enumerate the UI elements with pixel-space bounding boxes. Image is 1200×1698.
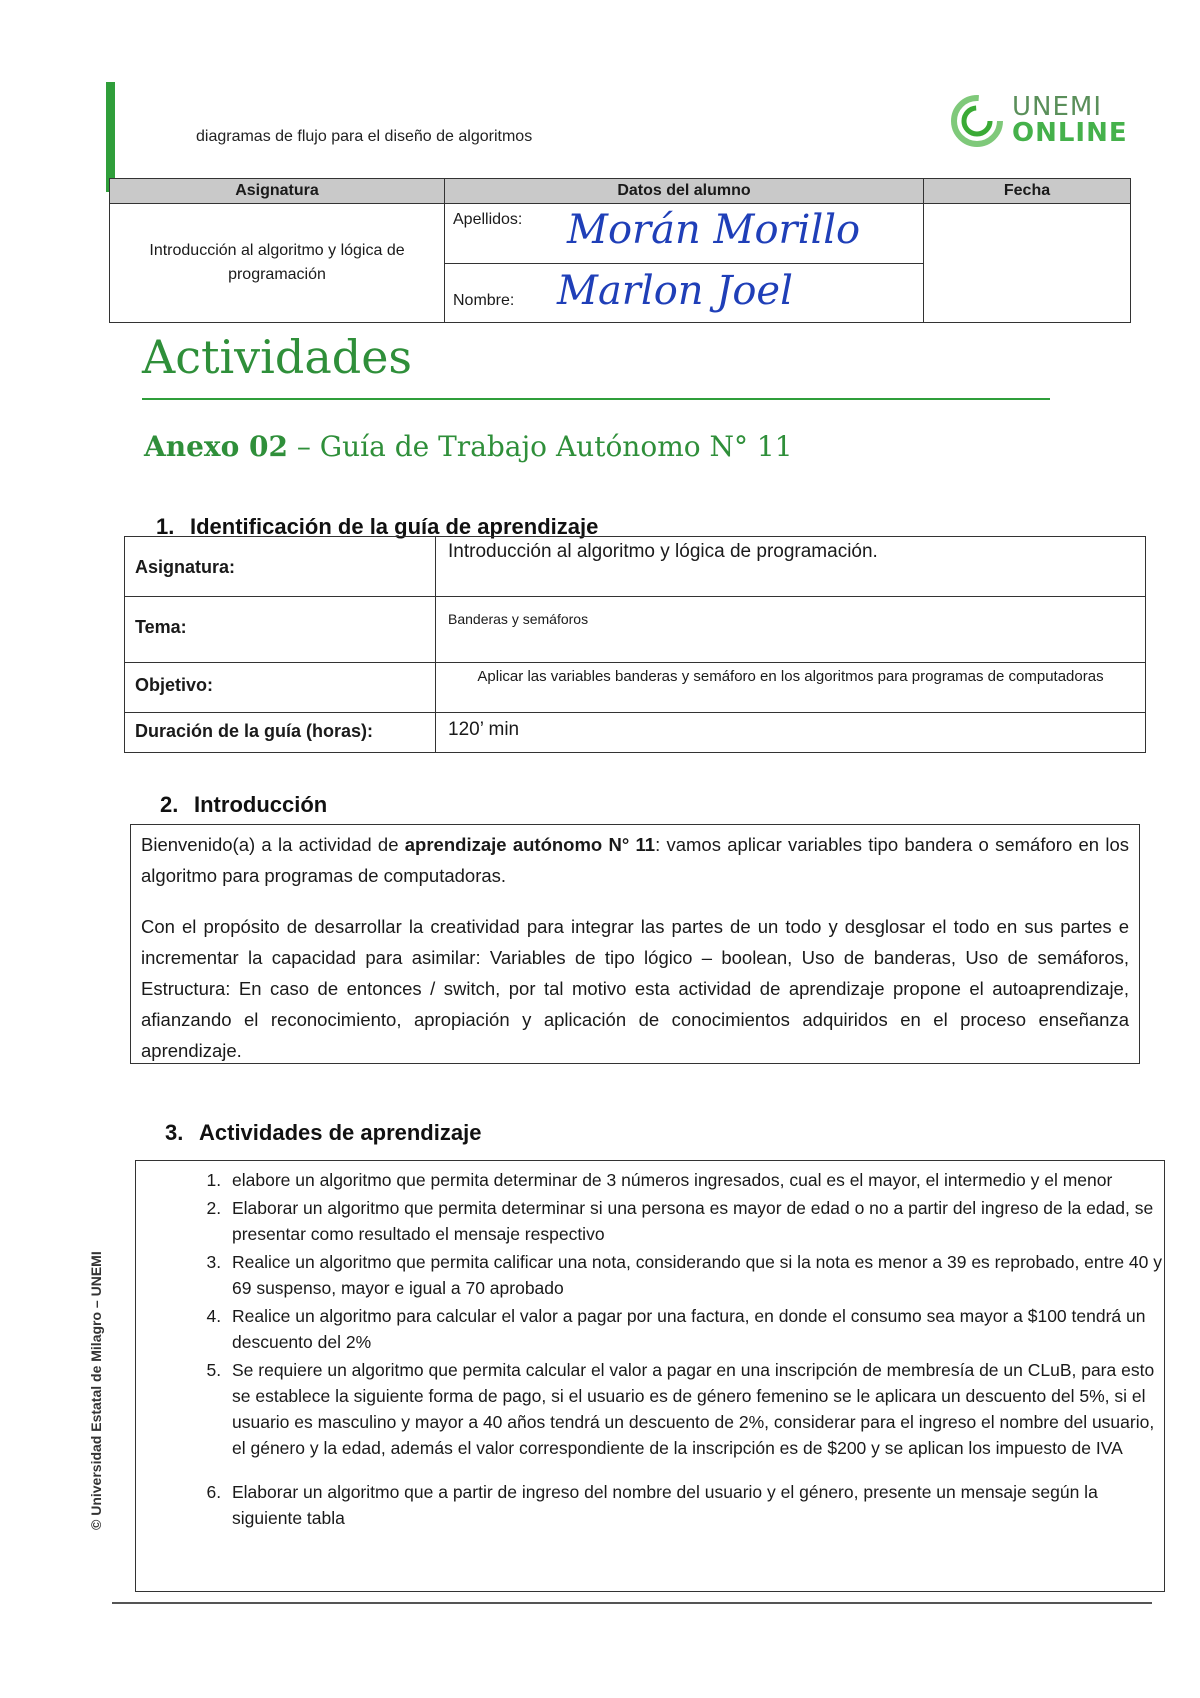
surname-field[interactable] <box>445 204 924 264</box>
date-value[interactable] <box>924 204 1131 323</box>
guide-value-objective: Aplicar las variables banderas y semáforo en los algoritmos para programas de computadoras <box>436 663 1146 713</box>
section3-number: 3. <box>165 1120 184 1145</box>
section1-title: Identificación de la guía de aprendizaje <box>190 514 599 539</box>
intro-p1-emphasis: aprendizaje autónomo N° 11 <box>404 834 656 855</box>
guide-value-topic: Banderas y semáforos <box>436 597 1146 663</box>
anexo-label: Anexo 02 <box>144 430 288 463</box>
intro-paragraph-1 <box>141 829 1129 891</box>
activity-item: 4. Realice un algoritmo para calcular el valor a pagar por una factura, en donde el consumo sea mayor a $100 tendrá un descuento del 2% <box>226 1303 1164 1355</box>
student-data-table <box>109 178 1131 323</box>
anexo-heading <box>144 430 793 463</box>
name-field[interactable] <box>445 263 924 323</box>
activity-item: 6. Elaborar un algoritmo que a partir de ingreso del nombre del usuario y el género, presente un mensaje según la siguiente tabla <box>226 1479 1164 1531</box>
intro-p1-part-c: : vamos aplicar variables tipo bandera o semáforo en los algoritmo para programas de computadoras. <box>141 834 1129 886</box>
copyright-sidebar: © Universidad Estatal de Milagro – UNEMI <box>88 1251 104 1530</box>
guide-key-duration: Duración de la guía (horas): <box>125 713 436 753</box>
section2-heading <box>160 792 327 818</box>
guide-key-topic: Tema: <box>125 597 436 663</box>
guide-value-subject: Introducción al algoritmo y lógica de programación. <box>436 537 1146 597</box>
surname-label: Apellidos: <box>453 210 523 228</box>
unemi-online-logo <box>950 92 1128 150</box>
section1-number: 1. <box>156 514 175 539</box>
introduction-box <box>130 824 1140 1064</box>
activity-item: 1. elabore un algoritmo que permita determinar de 3 números ingresados, cual es el mayor, el intermedio y el menor <box>226 1167 1164 1193</box>
section2-title: Introducción <box>194 792 328 817</box>
col-student-header: Datos del alumno <box>445 179 924 204</box>
surname-handwritten: Morán Morillo <box>567 206 861 253</box>
activities-list <box>136 1167 1164 1531</box>
intro-p1-part-a: Bienvenido(a) a la actividad de <box>141 834 405 855</box>
col-subject-header: Asignatura <box>110 179 445 204</box>
name-label: Nombre: <box>453 292 515 310</box>
footer-divider <box>112 1602 1152 1604</box>
logo-mark-icon <box>950 94 1004 148</box>
guide-key-subject: Asignatura: <box>125 537 436 597</box>
guide-identification-table <box>124 536 1146 753</box>
activities-title: Actividades <box>142 330 413 384</box>
document-topic: diagramas de flujo para el diseño de algoritmos <box>196 128 533 145</box>
guide-value-duration: 120’ min <box>436 713 1146 753</box>
logo-text-line2: ONLINE <box>1012 118 1128 148</box>
name-handwritten: Marlon Joel <box>557 268 793 315</box>
activities-divider <box>142 398 1050 400</box>
learning-activities-box <box>135 1160 1165 1592</box>
intro-paragraph-2: Con el propósito de desarrollar la creatividad para integrar las partes de un todo y desglosar el todo en sus partes e incrementar la capacidad para asimilar: Variables de tipo lógico – boolean, Uso de banderas, Uso de semáforos, Estructura: En caso de entonces / switch, por tal motivo esta actividad de aprendizaje propone el autoaprendizaje, afianzando el reconocimiento, apropiación y aplicación de conocimientos adquiridos en el proceso enseñanza aprendizaje. <box>141 916 1129 1061</box>
section3-title: Actividades de aprendizaje <box>199 1120 482 1145</box>
logo-text-line1: UNEMI <box>1012 92 1103 122</box>
activity-item: 2. Elaborar un algoritmo que permita determinar si una persona es mayor de edad o no a partir del ingreso de la edad, se presentar como resultado el mensaje respectivo <box>226 1195 1164 1247</box>
subject-value: Introducción al algoritmo y lógica de programación <box>110 204 445 323</box>
activity-item: 5. Se requiere un algoritmo que permita calcular el valor a pagar en una inscripción de membresía de un CLuB, para esto se establece la siguiente forma de pago, si el usuario es de género femenino se le aplicara un descuento del 5%, si el usuario es masculino y mayor a 40 años tendrá un descuento de 2%, considerar para el ingreso el nombre del usuario, el género y la edad, además el valor correspondiente de la inscripción es de $200 y se aplican los impuesto de IVA <box>226 1357 1164 1461</box>
section3-heading <box>165 1120 481 1146</box>
anexo-subtitle: – Guía de Trabajo Autónomo N° 11 <box>287 430 793 463</box>
col-date-header: Fecha <box>924 179 1131 204</box>
activity-item: 3. Realice un algoritmo que permita calificar una nota, considerando que si la nota es menor a 39 es reprobado, entre 40 y 69 suspenso, mayor e igual a 70 aprobado <box>226 1249 1164 1301</box>
header-accent-bar <box>106 82 115 192</box>
section2-number: 2. <box>160 792 179 817</box>
guide-key-objective: Objetivo: <box>125 663 436 713</box>
